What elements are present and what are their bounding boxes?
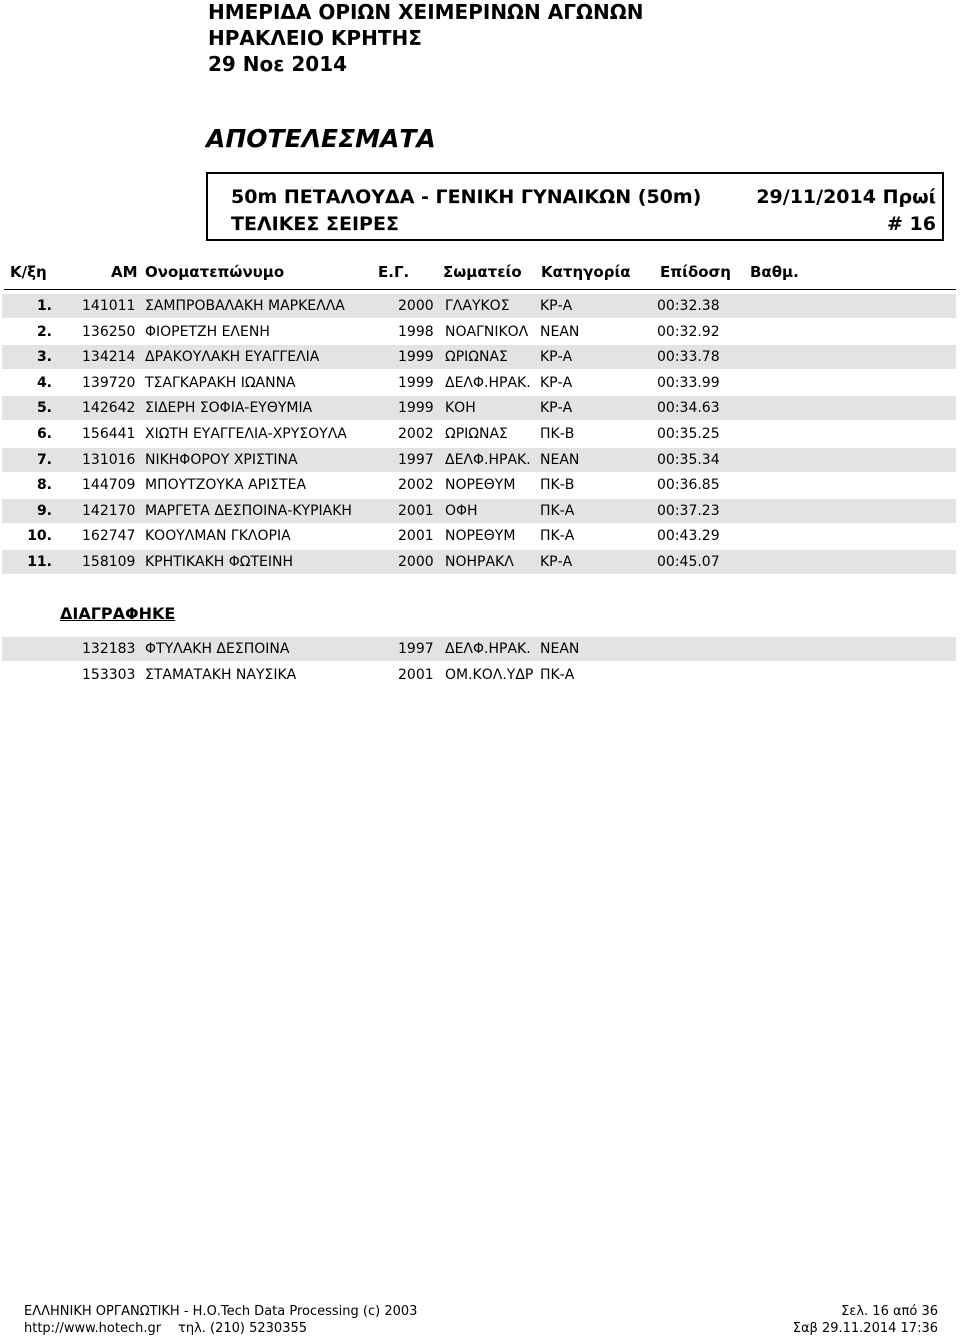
yob-cell: 2002 xyxy=(398,477,434,494)
name-cell: ΧΙΩΤΗ ΕΥΑΓΓΕΛΙΑ-ΧΡΥΣΟΥΛΑ xyxy=(145,426,347,442)
name-cell: ΜΑΡΓΕΤΑ ΔΕΣΠΟΙΝΑ-ΚΥΡΙΑΚΗ xyxy=(145,502,352,519)
column-header-yob: Ε.Γ. xyxy=(378,263,410,281)
table-row xyxy=(2,499,956,523)
table-row xyxy=(2,345,956,369)
name-cell: ΣΙΔΕΡΗ ΣΟΦΙΑ-ΕΥΘΥΜΙΑ xyxy=(145,400,313,417)
category-cell: ΝΕΑΝ xyxy=(540,323,580,340)
club-cell: ΓΛΑΥΚΟΣ xyxy=(445,298,510,314)
disqualified-heading: ΔΙΑΓΡΑΦΗΚΕ xyxy=(60,604,176,623)
am-cell: 153303 xyxy=(82,666,136,683)
column-header-category: Κατηγορία xyxy=(541,263,631,281)
yob-cell: 1999 xyxy=(398,349,434,366)
am-cell: 144709 xyxy=(82,477,136,494)
rank-cell: 5. xyxy=(36,400,52,417)
name-cell: ΦΙΟΡΕΤΖΗ ΕΛΕΝΗ xyxy=(145,323,270,340)
event-round: ΤΕΛΙΚΕΣ ΣΕΙΡΕΣ xyxy=(231,213,399,235)
time-cell: 00:34.63 xyxy=(657,400,720,417)
club-cell: ΟΜ.ΚΟΛ.ΥΔΡ xyxy=(445,666,534,683)
category-cell: ΠΚ-Α xyxy=(540,666,575,683)
yob-cell: 2002 xyxy=(398,426,434,442)
footer-page-number: Σελ. 16 από 36 xyxy=(841,1304,938,1319)
meet-title: ΗΜΕΡΙΔΑ ΟΡΙΩΝ ΧΕΙΜΕΡΙΝΩΝ ΑΓΩΝΩΝ xyxy=(208,0,644,24)
column-header-name: Ονοματεπώνυμο xyxy=(145,263,285,281)
table-row xyxy=(2,422,956,446)
column-header-club: Σωματείο xyxy=(443,263,522,281)
name-cell: ΚΟΟΥΛΜΑΝ ΓΚΛΟΡΙΑ xyxy=(145,528,291,545)
name-cell: ΣΑΜΠΡΟΒΑΛΑΚΗ ΜΑΡΚΕΛΛΑ xyxy=(145,298,345,314)
time-cell: 00:43.29 xyxy=(657,528,720,545)
category-cell: ΚΡ-Α xyxy=(540,374,573,391)
rank-cell: 7. xyxy=(36,451,52,468)
category-cell: ΚΡ-Α xyxy=(540,349,573,366)
am-cell: 158109 xyxy=(82,554,136,570)
club-cell: ΔΕΛΦ.ΗΡΑΚ. xyxy=(445,641,531,657)
time-cell: 00:32.92 xyxy=(657,323,720,340)
event-datetime: 29/11/2014 Πρωί xyxy=(756,186,936,208)
results-heading: ΑΠΟΤΕΛΕΣΜΑΤΑ xyxy=(206,124,436,153)
rank-cell: 6. xyxy=(36,426,52,442)
column-header-points: Βαθμ. xyxy=(750,263,799,281)
yob-cell: 1997 xyxy=(398,641,434,657)
table-row xyxy=(2,550,956,574)
category-cell: ΚΡ-Α xyxy=(540,298,573,314)
yob-cell: 1999 xyxy=(398,400,434,417)
am-cell: 162747 xyxy=(82,528,136,545)
category-cell: ΝΕΑΝ xyxy=(540,641,580,657)
category-cell: ΠΚ-Α xyxy=(540,528,575,545)
header-divider xyxy=(4,289,956,290)
table-row xyxy=(2,473,956,497)
yob-cell: 2000 xyxy=(398,298,434,314)
table-row xyxy=(2,294,956,318)
rank-cell: 10. xyxy=(27,528,52,545)
table-row xyxy=(2,396,956,420)
table-row xyxy=(2,371,956,395)
time-cell: 00:45.07 xyxy=(657,554,720,570)
rank-cell: 2. xyxy=(36,323,52,340)
table-row xyxy=(2,663,956,687)
rank-cell: 8. xyxy=(36,477,52,494)
meet-date: 29 Νοε 2014 xyxy=(208,52,348,76)
category-cell: ΠΚ-Α xyxy=(540,502,575,519)
yob-cell: 2001 xyxy=(398,502,434,519)
yob-cell: 1999 xyxy=(398,374,434,391)
yob-cell: 2001 xyxy=(398,666,434,683)
rank-cell: 4. xyxy=(36,374,52,391)
category-cell: ΝΕΑΝ xyxy=(540,451,580,468)
footer-phone: τηλ. (210) 5230355 xyxy=(178,1321,308,1336)
club-cell: ΚΟΗ xyxy=(445,400,476,417)
name-cell: ΔΡΑΚΟΥΛΑΚΗ ΕΥΑΓΓΕΛΙΑ xyxy=(145,349,320,366)
club-cell: ΝΟΡΕΘΥΜ xyxy=(445,477,516,494)
category-cell: ΠΚ-Β xyxy=(540,426,575,442)
am-cell: 141011 xyxy=(82,298,136,314)
yob-cell: 1998 xyxy=(398,323,434,340)
am-cell: 139720 xyxy=(82,374,136,391)
name-cell: ΝΙΚΗΦΟΡΟΥ ΧΡΙΣΤΙΝΑ xyxy=(145,451,298,468)
event-number: # 16 xyxy=(887,213,936,235)
event-name: 50m ΠΕΤΑΛΟΥΔΑ - ΓΕΝΙΚΗ ΓΥΝΑΙΚΩΝ (50m) xyxy=(231,186,702,208)
rank-cell: 1. xyxy=(36,298,52,314)
yob-cell: 2000 xyxy=(398,554,434,570)
column-header-time: Επίδοση xyxy=(660,263,731,281)
name-cell: ΚΡΗΤΙΚΑΚΗ ΦΩΤΕΙΝΗ xyxy=(145,554,293,570)
table-row xyxy=(2,524,956,548)
am-cell: 134214 xyxy=(82,349,136,366)
am-cell: 142642 xyxy=(82,400,136,417)
category-cell: ΚΡ-Α xyxy=(540,400,573,417)
club-cell: ΔΕΛΦ.ΗΡΑΚ. xyxy=(445,374,531,391)
am-cell: 136250 xyxy=(82,323,136,340)
time-cell: 00:32.38 xyxy=(657,298,720,314)
am-cell: 132183 xyxy=(82,641,136,657)
column-header-am: ΑΜ xyxy=(111,263,138,281)
table-row xyxy=(2,448,956,472)
yob-cell: 1997 xyxy=(398,451,434,468)
am-cell: 131016 xyxy=(82,451,136,468)
name-cell: ΣΤΑΜΑΤΑΚΗ ΝΑΥΣΙΚΑ xyxy=(145,666,297,683)
table-row xyxy=(2,637,956,661)
category-cell: ΚΡ-Α xyxy=(540,554,573,570)
event-info-box xyxy=(206,172,944,241)
club-cell: ΩΡΙΩΝΑΣ xyxy=(445,349,508,366)
am-cell: 156441 xyxy=(82,426,136,442)
club-cell: ΝΟΡΕΘΥΜ xyxy=(445,528,516,545)
time-cell: 00:35.25 xyxy=(657,426,720,442)
meet-venue: ΗΡΑΚΛΕΙΟ ΚΡΗΤΗΣ xyxy=(208,26,422,50)
am-cell: 142170 xyxy=(82,502,136,519)
time-cell: 00:35.34 xyxy=(657,451,720,468)
time-cell: 00:37.23 xyxy=(657,502,720,519)
footer-organizer: ΕΛΛΗΝΙΚΗ ΟΡΓΑΝΩΤΙΚΗ - Η.Ο.Tech Data Processing (c) 2003 xyxy=(24,1304,418,1319)
column-header-rank: Κ/ξη xyxy=(10,263,47,281)
club-cell: ΝΟΗΡΑΚΛ xyxy=(445,554,514,570)
club-cell: ΩΡΙΩΝΑΣ xyxy=(445,426,508,442)
rank-cell: 9. xyxy=(36,502,52,519)
name-cell: ΦΤΥΛΑΚΗ ΔΕΣΠΟΙΝΑ xyxy=(145,641,290,657)
category-cell: ΠΚ-Β xyxy=(540,477,575,494)
time-cell: 00:36.85 xyxy=(657,477,720,494)
time-cell: 00:33.78 xyxy=(657,349,720,366)
time-cell: 00:33.99 xyxy=(657,374,720,391)
rank-cell: 11. xyxy=(27,554,52,570)
rank-cell: 3. xyxy=(36,349,52,366)
name-cell: ΤΣΑΓΚΑΡΑΚΗ ΙΩΑΝΝΑ xyxy=(145,374,296,391)
table-row xyxy=(2,320,956,344)
yob-cell: 2001 xyxy=(398,528,434,545)
club-cell: ΝΟΑΓΝΙΚΟΛ xyxy=(445,323,529,340)
footer-printed-datetime: Σαβ 29.11.2014 17:36 xyxy=(792,1321,938,1336)
club-cell: ΔΕΛΦ.ΗΡΑΚ. xyxy=(445,451,531,468)
name-cell: ΜΠΟΥΤΖΟΥΚΑ ΑΡΙΣΤΕΑ xyxy=(145,477,307,494)
club-cell: ΟΦΗ xyxy=(445,502,478,519)
footer-website: http://www.hotech.gr xyxy=(24,1321,162,1336)
